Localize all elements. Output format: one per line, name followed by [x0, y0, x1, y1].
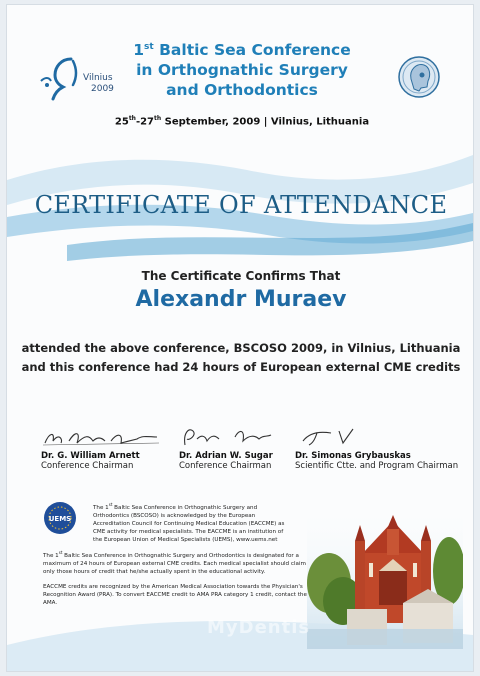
uems-p-post: Baltic Sea Conference in Orthognathic Surgery and Orthodontics (BSCOSO) is acknowledged by the European Accreditation Council for Continuing Medical Education (EACCME) as CME activity for medical specialists. The EACCME is an institution of the European Union of Medical Specialists (UEMS), www.uems.net [93, 504, 285, 543]
logo-caption [83, 73, 114, 95]
conf-line1-pre: 1 [133, 41, 145, 60]
conf-line1-post: Baltic Sea Conference [153, 41, 351, 60]
signature-3-image [295, 425, 375, 449]
skull-emblem-icon [397, 55, 441, 99]
signatory-2-name: Dr. Adrian W. Sugar [179, 451, 273, 461]
para2-pre: The 1 [43, 552, 59, 559]
date-sep: -27 [135, 116, 155, 128]
signatory-1-role: Conference Chairman [41, 461, 134, 471]
date-end-sup: th [154, 115, 162, 122]
signatory-1-name: Dr. G. William Arnett [41, 451, 140, 461]
attendance-statement [19, 339, 463, 377]
signatory-3-role: Scientific Ctte. and Program Chairman [295, 461, 459, 471]
uems-accreditation-text [93, 501, 293, 544]
signatory-3-name: Dr. Simonas Grybauskas [295, 451, 411, 461]
conf-line3: and Orthodontics [166, 81, 318, 100]
conference-dates [107, 115, 377, 127]
date-rest: September, 2009 | Vilnius, Lithuania [161, 116, 370, 128]
certificate-heading: CERTIFICATE OF ATTENDANCE [34, 191, 448, 219]
certificate-sheet [6, 4, 474, 672]
cme-designation-text [43, 549, 307, 576]
attendee-name: Alexandr Muraev [135, 287, 347, 312]
conference-title [117, 37, 367, 100]
para2-sup: st [58, 550, 63, 555]
uems-p-sup: st [108, 502, 113, 507]
logo-city: Vilnius [83, 73, 113, 83]
date-start-sup: th [128, 115, 136, 122]
para2-post: Baltic Sea Conference in Orthognathic Surgery and Orthodontics is designated for a maximum of 24 hours of European external CME credits. Each medical specialist should claim only those hours of credit that he/she actually spent in the educational activity. [43, 552, 306, 575]
signatory-2-role: Conference Chairman [179, 461, 272, 471]
conf-line2: in Orthognathic Surgery [136, 61, 348, 80]
watermark-text: MyDentis [207, 617, 311, 638]
date-start: 25 [114, 116, 129, 128]
ama-recognition-text: EACCME credits are recognized by the American Medical Association towards the Physician's Recognition Award (PRA). To convert EACCME credit to AMA PRA category 1 credit, contact the AMA. [43, 584, 307, 606]
signatory-1 [41, 425, 191, 471]
conf-line1-sup: st [144, 42, 154, 52]
confirms-text: The Certificate Confirms That [141, 269, 341, 283]
signature-1-image [41, 425, 161, 449]
attendance-line-1: attended the above conference, BSCOSO 2009, in Vilnius, Lithuania [21, 341, 461, 355]
uems-logo-label: UEMS [48, 515, 72, 523]
logo-year: 2009 [91, 84, 114, 94]
signatory-3 [295, 425, 459, 471]
uems-logo-icon [43, 501, 77, 535]
signature-2-image [179, 425, 279, 449]
vilnius-church-image [307, 511, 463, 649]
uems-p-pre: The 1 [93, 504, 109, 511]
attendance-line-2: and this conference had 24 hours of European external CME credits [21, 360, 461, 374]
